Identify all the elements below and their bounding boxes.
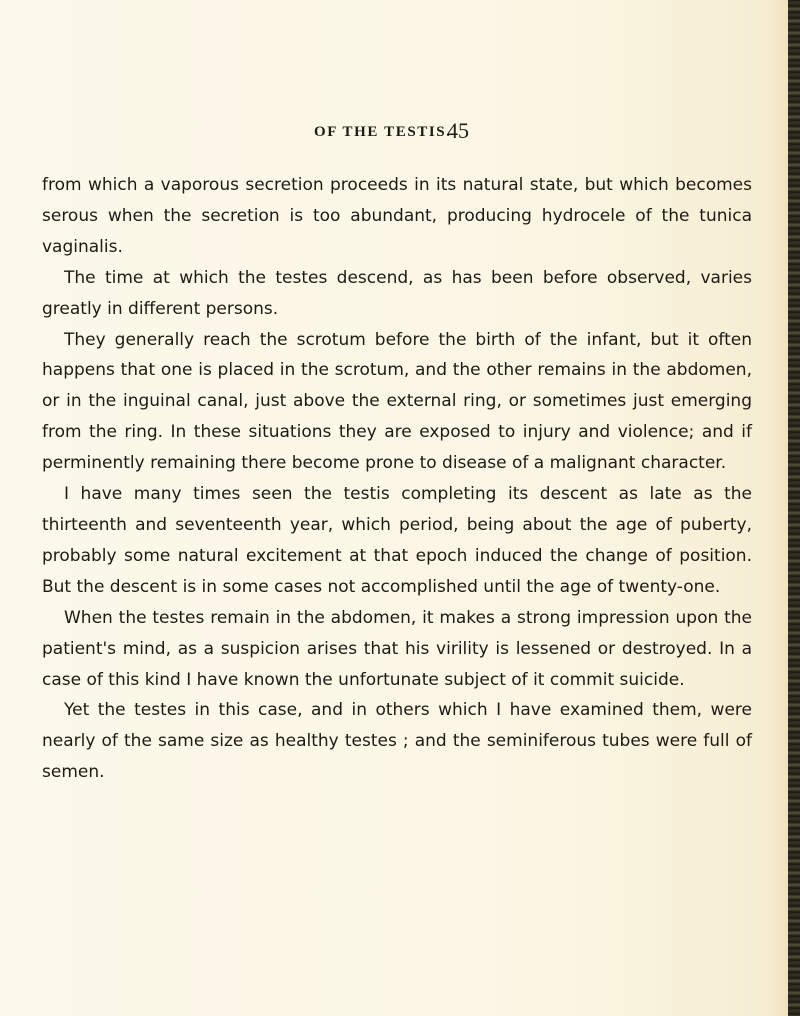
paragraph: The time at which the testes descend, as has been before observed, varies greatly in different persons. — [42, 267, 752, 319]
page-header — [0, 118, 800, 148]
paragraph: They generally reach the scrotum before the birth of the infant, but it often happens that one is placed in the scrotum, and the other remains in the abdomen, or in the inguinal canal, just above the external ring, or sometimes just emerging from the ring. In these situations they are exposed to injury and violence; and if perminently remaining there become prone to disease of a malignant character. — [42, 329, 752, 474]
page-edge — [788, 0, 800, 1016]
paragraph: from which a vaporous secretion proceeds in its natural state, but which becomes serous when the secretion is too abundant, producing hydrocele of the tunica vaginalis. — [42, 175, 752, 257]
paragraph: Yet the testes in this case, and in others which I have examined them, were nearly of the same size as healthy testes ; and the seminiferous tubes were full of semen. — [42, 700, 752, 783]
body-text — [42, 170, 752, 788]
paragraph: When the testes remain in the abdomen, it makes a strong impression upon the patient's mind, as a suspicion arises that his virility is lessened or destroyed. In a case of this kind I have known the unfortunate subject of it commit suicide. — [42, 607, 752, 690]
running-head: OF THE TESTIS. — [314, 124, 452, 140]
paragraph: I have many times seen the testis completing its descent as late as the thirteenth and seventeenth year, which period, being about the age of puberty, probably some natural excitement at that epoch induced the change of position. But the descent is in some cases not accomplished until the age of twenty-one. — [42, 484, 752, 597]
page-number: 45 — [447, 118, 469, 143]
